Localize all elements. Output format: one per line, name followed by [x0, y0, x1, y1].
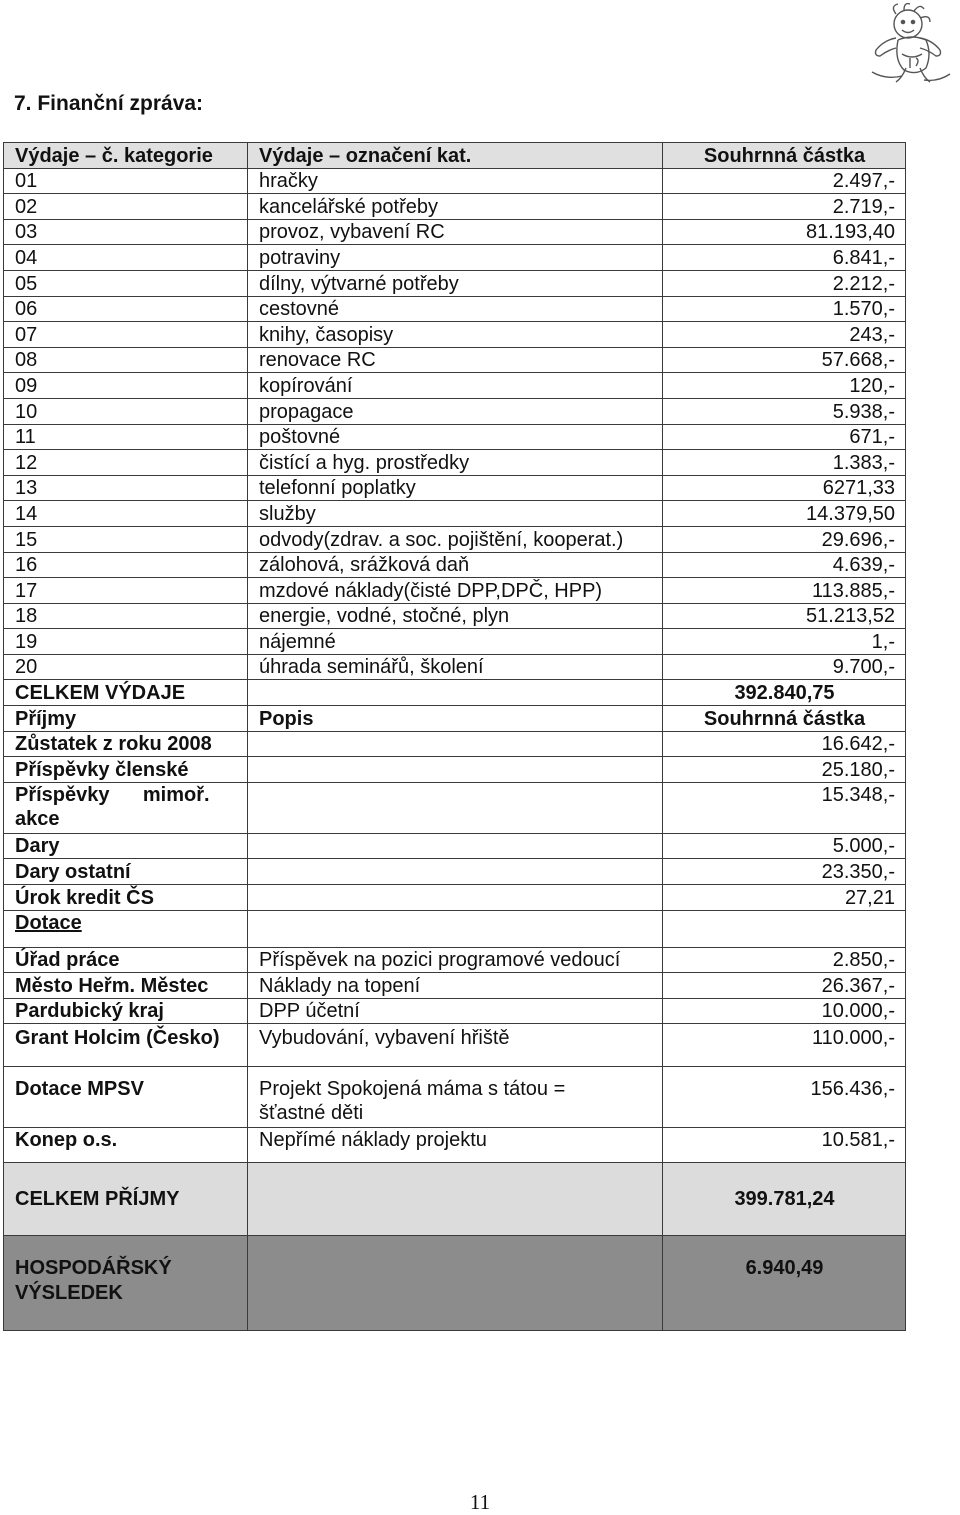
expense-name: mzdové náklady(čisté DPP,DPČ, HPP): [248, 578, 663, 604]
expense-name: potraviny: [248, 245, 663, 271]
income-total-label: CELKEM PŘÍJMY: [4, 1163, 248, 1236]
expense-row: [4, 194, 906, 220]
income-amount: 27,21: [663, 885, 906, 911]
expense-code: 08: [4, 347, 248, 373]
income-amount: 25.180,-: [663, 757, 906, 783]
expenses-header-row: [4, 143, 906, 169]
expense-code: 01: [4, 168, 248, 194]
grants-amount: [663, 910, 906, 947]
expense-row: [4, 245, 906, 271]
grant-description: DPP účetní: [248, 998, 663, 1024]
grant-row: [4, 1128, 906, 1163]
expenses-header-name: Výdaje – označení kat.: [248, 143, 663, 169]
result-amount: 6.940,49: [663, 1236, 906, 1331]
expense-amount: 9.700,-: [663, 654, 906, 680]
expense-code: 09: [4, 373, 248, 399]
expense-code: 04: [4, 245, 248, 271]
expense-name: telefonní poplatky: [248, 475, 663, 501]
income-description: [248, 885, 663, 911]
grant-description: [248, 1067, 663, 1128]
grant-row: [4, 947, 906, 973]
income-description: [248, 859, 663, 885]
expense-name: provoz, vybavení RC: [248, 219, 663, 245]
grant-description: Vybudování, vybavení hřiště: [248, 1024, 663, 1067]
income-total-empty: [248, 1163, 663, 1236]
expense-name: kopírování: [248, 373, 663, 399]
income-amount: 16.642,-: [663, 731, 906, 757]
grant-description-line1: Projekt Spokojená máma s tátou =: [259, 1078, 566, 1101]
expense-row: [4, 450, 906, 476]
expense-amount: 671,-: [663, 424, 906, 450]
grants-row: [4, 910, 906, 947]
expense-code: 06: [4, 296, 248, 322]
grants-description: [248, 910, 663, 947]
expenses-total-label: CELKEM VÝDAJE: [4, 680, 248, 706]
expense-name: knihy, časopisy: [248, 322, 663, 348]
expense-code: 20: [4, 654, 248, 680]
expense-code: 05: [4, 270, 248, 296]
grant-row: [4, 1067, 906, 1128]
income-row: [4, 757, 906, 783]
grant-amount: 26.367,-: [663, 973, 906, 999]
expense-amount: 113.885,-: [663, 578, 906, 604]
expense-row: [4, 424, 906, 450]
grant-label: Grant Holcim (Česko): [4, 1024, 248, 1067]
grant-description: Příspěvek na pozici programové vedoucí: [248, 947, 663, 973]
expense-row: [4, 654, 906, 680]
expense-row: [4, 373, 906, 399]
income-header-description: Popis: [248, 706, 663, 732]
result-empty: [248, 1236, 663, 1331]
expense-row: [4, 270, 906, 296]
expense-amount: 2.719,-: [663, 194, 906, 220]
expense-amount: 5.938,-: [663, 398, 906, 424]
grant-description: Nepřímé náklady projektu: [248, 1128, 663, 1163]
expense-amount: 6.841,-: [663, 245, 906, 271]
expenses-total-row: [4, 680, 906, 706]
expense-row: [4, 219, 906, 245]
grant-amount: 10.581,-: [663, 1128, 906, 1163]
income-description: [248, 833, 663, 859]
expense-code: 13: [4, 475, 248, 501]
expense-row: [4, 347, 906, 373]
section-title: 7. Finanční zpráva:: [14, 92, 204, 115]
grant-label: Dotace MPSV: [4, 1067, 248, 1128]
expense-code: 02: [4, 194, 248, 220]
grant-amount: 2.850,-: [663, 947, 906, 973]
income-amount: 23.350,-: [663, 859, 906, 885]
income-header-amount: Souhrnná částka: [663, 706, 906, 732]
expense-row: [4, 552, 906, 578]
expense-code: 12: [4, 450, 248, 476]
income-label: Příspěvky členské: [4, 757, 248, 783]
expense-amount: 51.213,52: [663, 603, 906, 629]
income-label: Dary ostatní: [4, 859, 248, 885]
expense-row: [4, 296, 906, 322]
result-label-line2: VÝSLEDEK: [15, 1282, 123, 1305]
income-label: Zůstatek z roku 2008: [4, 731, 248, 757]
income-row: [4, 885, 906, 911]
grant-description: Náklady na topení: [248, 973, 663, 999]
expense-name: hračky: [248, 168, 663, 194]
expense-name: dílny, výtvarné potřeby: [248, 270, 663, 296]
expense-code: 16: [4, 552, 248, 578]
expense-code: 19: [4, 629, 248, 655]
page-number: 11: [469, 1490, 491, 1514]
income-label-line1: Příspěvky mimoř.: [15, 783, 210, 806]
income-total-amount: 399.781,24: [663, 1163, 906, 1236]
grant-amount: 110.000,-: [663, 1024, 906, 1067]
expense-amount: 2.212,-: [663, 270, 906, 296]
expense-row: [4, 475, 906, 501]
expense-code: 03: [4, 219, 248, 245]
expense-name: propagace: [248, 398, 663, 424]
grant-amount: 156.436,-: [663, 1067, 906, 1128]
expense-name: úhrada seminářů, školení: [248, 654, 663, 680]
income-row: [4, 859, 906, 885]
income-amount: 15.348,-: [663, 782, 906, 833]
income-label-line2: akce: [15, 807, 60, 830]
expenses-header-amount: Souhrnná částka: [663, 143, 906, 169]
grants-label: Dotace: [4, 910, 248, 947]
expense-name: energie, vodné, stočné, plyn: [248, 603, 663, 629]
grant-label: Pardubický kraj: [4, 998, 248, 1024]
expense-amount: 1.570,-: [663, 296, 906, 322]
expense-amount: 2.497,-: [663, 168, 906, 194]
income-description: [248, 731, 663, 757]
expense-amount: 57.668,-: [663, 347, 906, 373]
income-total-row: [4, 1163, 906, 1236]
expense-code: 14: [4, 501, 248, 527]
expense-row: [4, 501, 906, 527]
result-row: [4, 1236, 906, 1331]
expense-row: [4, 578, 906, 604]
grant-label: Úřad práce: [4, 947, 248, 973]
expenses-total-empty: [248, 680, 663, 706]
expense-name: čistící a hyg. prostředky: [248, 450, 663, 476]
income-description: [248, 782, 663, 833]
expense-row: [4, 526, 906, 552]
income-label: Dary: [4, 833, 248, 859]
income-description: [248, 757, 663, 783]
expense-amount: 29.696,-: [663, 526, 906, 552]
expense-name: kancelářské potřeby: [248, 194, 663, 220]
expense-code: 11: [4, 424, 248, 450]
grant-row: [4, 1024, 906, 1067]
expense-name: zálohová, srážková daň: [248, 552, 663, 578]
grant-description-line2: šťastné děti: [259, 1102, 364, 1125]
expense-name: odvody(zdrav. a soc. pojištění, kooperat.): [248, 526, 663, 552]
expense-amount: 81.193,40: [663, 219, 906, 245]
expense-code: 17: [4, 578, 248, 604]
expense-code: 15: [4, 526, 248, 552]
grant-label: Město Heřm. Městec: [4, 973, 248, 999]
expense-row: [4, 398, 906, 424]
expenses-header-category: Výdaje – č. kategorie: [4, 143, 248, 169]
financial-report-table: [3, 142, 906, 1331]
expense-row: [4, 629, 906, 655]
expense-amount: 14.379,50: [663, 501, 906, 527]
result-label-line1: HOSPODÁŘSKÝ: [15, 1257, 172, 1280]
expense-name: poštovné: [248, 424, 663, 450]
expense-code: 18: [4, 603, 248, 629]
child-drawing-logo: [866, 2, 956, 90]
grant-amount: 10.000,-: [663, 998, 906, 1024]
expense-name: renovace RC: [248, 347, 663, 373]
expense-name: cestovné: [248, 296, 663, 322]
grant-label: Konep o.s.: [4, 1128, 248, 1163]
income-label: Úrok kredit ČS: [4, 885, 248, 911]
grant-row: [4, 998, 906, 1024]
expense-name: služby: [248, 501, 663, 527]
income-label: [4, 782, 248, 833]
income-row: [4, 782, 906, 833]
expense-amount: 6271,33: [663, 475, 906, 501]
result-label: [4, 1236, 248, 1331]
expense-code: 07: [4, 322, 248, 348]
income-header-row: [4, 706, 906, 732]
expense-code: 10: [4, 398, 248, 424]
income-row: [4, 833, 906, 859]
expense-name: nájemné: [248, 629, 663, 655]
grant-row: [4, 973, 906, 999]
expense-amount: 243,-: [663, 322, 906, 348]
expenses-total-amount: 392.840,75: [663, 680, 906, 706]
expense-amount: 1,-: [663, 629, 906, 655]
income-amount: 5.000,-: [663, 833, 906, 859]
expense-row: [4, 322, 906, 348]
expense-amount: 4.639,-: [663, 552, 906, 578]
income-row: [4, 731, 906, 757]
expense-row: [4, 603, 906, 629]
expense-row: [4, 168, 906, 194]
expense-amount: 1.383,-: [663, 450, 906, 476]
expense-amount: 120,-: [663, 373, 906, 399]
income-header-label: Příjmy: [4, 706, 248, 732]
